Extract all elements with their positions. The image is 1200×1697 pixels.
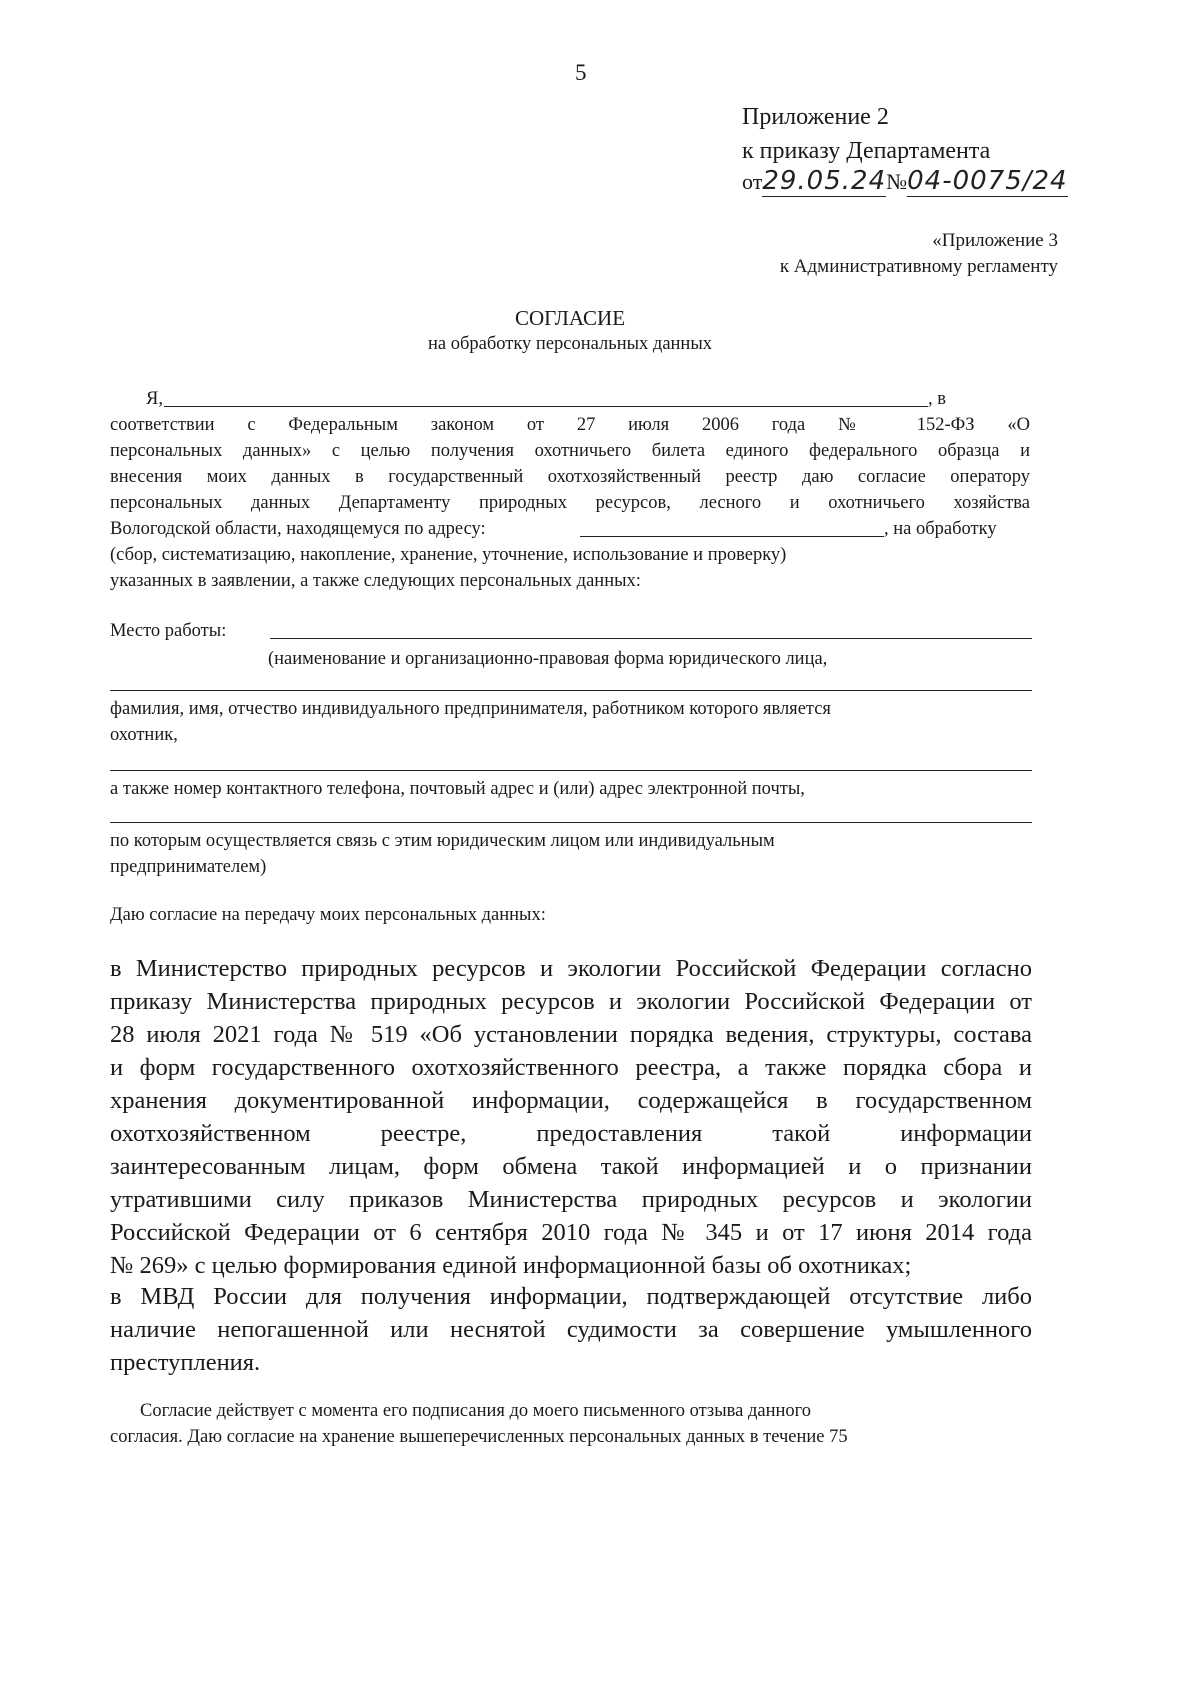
mvd-line-3: преступления. (110, 1349, 261, 1376)
intro-i-label: Я, (146, 389, 163, 409)
workplace-line-3 (110, 770, 1032, 771)
intro-line-5b: , на обработку (884, 519, 997, 539)
annex-line2: к приказу Департамента (742, 138, 991, 164)
workplace-line-1 (270, 638, 1032, 639)
page-number: 5 (575, 60, 587, 85)
ministry-line-8: утратившими силу приказов Министерства природных ресурсов и экологии (110, 1186, 1032, 1213)
annex-line1: Приложение 2 (742, 104, 889, 130)
workplace-line-4 (110, 822, 1032, 823)
ministry-line-5: хранения документированной информации, содержащейся в государственном (110, 1087, 1032, 1114)
ministry-line-9: Российской Федерации от 6 сентября 2010 года № 345 и от 17 июня 2014 года (110, 1219, 1032, 1246)
workplace-label: Место работы: (110, 621, 227, 641)
intro-line-4: персональных данных Департаменту природных ресурсов, лесного и охотничьего хозяйства (110, 493, 1030, 513)
date-prefix: от (742, 169, 763, 194)
transfer-paragraph-mvd (110, 1280, 1032, 1379)
reglament-line1: «Приложение 3 (932, 230, 1058, 251)
workplace-hint-3: а также номер контактного телефона, почтовый адрес и (или) адрес электронной почты, (110, 779, 805, 799)
full-name-line (164, 406, 928, 407)
validity-line-1: Согласие действует с момента его подписания до моего письменного отзыва данного (140, 1401, 812, 1421)
workplace-hint-1: (наименование и организационно-правовая форма юридического лица, (268, 649, 828, 669)
workplace-hint-2b: охотник, (110, 725, 178, 745)
annex-date-number (742, 166, 1068, 196)
ministry-line-7: заинтересованным лицам, форм обмена такой информацией и о признании (110, 1153, 1032, 1180)
intro-v-label: , в (928, 389, 946, 409)
intro-line-1: соответствии с Федеральным законом от 27 июля 2006 года № 152-ФЗ «О (110, 415, 1030, 435)
reglament-line2: к Административному регламенту (779, 256, 1058, 277)
validity-line-2: согласия. Даю согласие на хранение вышеперечисленных персональных данных в течение 75 (110, 1427, 848, 1447)
workplace-hint-2: фамилия, имя, отчество индивидуального предпринимателя, работником которого является (110, 699, 831, 719)
intro-line-3: внесения моих данных в государственный охотхозяйственный реестр даю согласие оператору (110, 467, 1030, 487)
ministry-line-4: и форм государственного охотхозяйственного реестра, а также порядка сбора и (110, 1054, 1032, 1081)
document-subtitle: на обработку персональных данных (427, 334, 713, 354)
number-prefix: № (886, 169, 908, 194)
ministry-line-6: охотхозяйственном реестре, предоставления такой информации (110, 1120, 1032, 1147)
ministry-line-10: № 269» с целью формирования единой информационной базы об охотниках; (110, 1252, 912, 1279)
intro-line-5: Вологодской области, находящемуся по адресу: (110, 519, 486, 539)
ministry-line-2: приказу Министерства природных ресурсов и экологии Российской Федерации от (110, 988, 1032, 1015)
address-line (580, 536, 884, 537)
intro-line-7: указанных в заявлении, а также следующих персональных данных: (110, 571, 641, 591)
workplace-line-2 (110, 690, 1032, 691)
workplace-hint-4b: предпринимателем) (110, 857, 267, 877)
transfer-heading: Даю согласие на передачу моих персональных данных: (110, 905, 546, 925)
transfer-paragraph-ministry (110, 952, 1032, 1282)
workplace-hint-4: по которым осуществляется связь с этим юридическим лицом или индивидуальным (110, 831, 775, 851)
document-title: СОГЛАСИЕ (514, 306, 626, 330)
mvd-line-1: в МВД России для получения информации, подтверждающей отсутствие либо (110, 1283, 1032, 1310)
handwritten-date: 29.05.24 (762, 166, 887, 196)
intro-line-6: (сбор, систематизацию, накопление, хранение, уточнение, использование и проверку) (110, 545, 787, 565)
intro-line-2: персональных данных» с целью получения охотничьего билета единого федерального образца и (110, 441, 1030, 461)
handwritten-number: 04-0075/24 (907, 166, 1068, 196)
ministry-line-1: в Министерство природных ресурсов и экологии Российской Федерации согласно (110, 955, 1032, 982)
mvd-line-2: наличие непогашенной или неснятой судимости за совершение умышленного (110, 1316, 1032, 1343)
ministry-line-3: 28 июля 2021 года № 519 «Об установлении порядка ведения, структуры, состава (110, 1021, 1032, 1048)
